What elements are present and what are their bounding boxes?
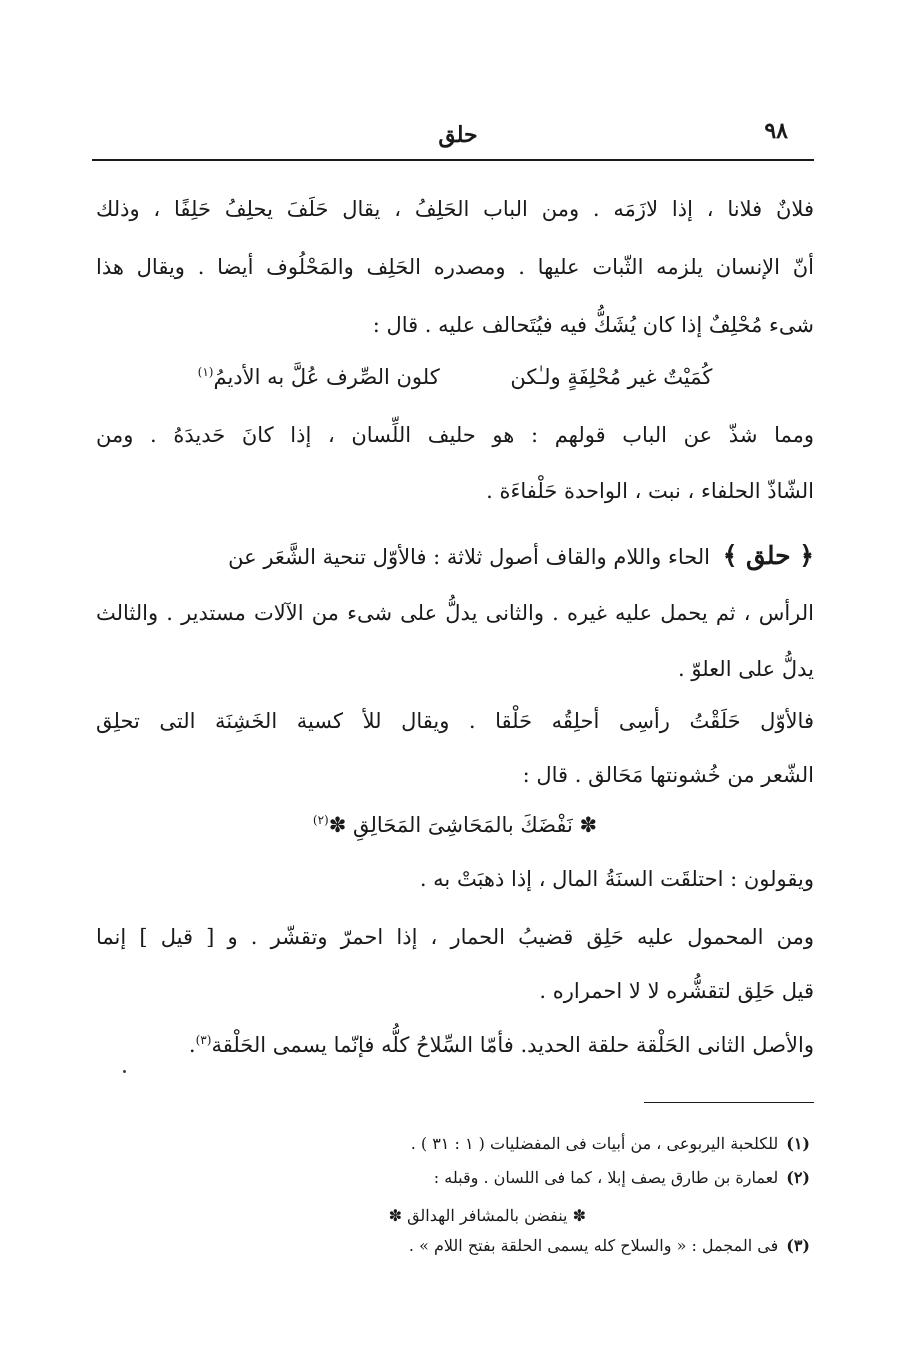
body-line: أنّ الإنسان يلزمه الثّبات عليها . ومصدره الحَلِف والمَحْلُوف أيضا . ويقال هذا [96,255,814,279]
footnote [434,1168,810,1189]
ink-speck [123,1070,126,1073]
body-line [96,1032,814,1059]
body-line: فالأوّل حَلَقْتُ رأسِى أحلِقُه حَلْقا . ويقال للأ كسية الخَشِنَة التى تحلِق [96,709,814,733]
footnote-text: ✽ ينفضن بالمشافر الهدالق ✽ [388,1206,586,1225]
header-rule [92,159,814,161]
last-line-end: . [188,1033,196,1057]
footnote [409,1236,810,1257]
footnote-verse [389,1206,586,1227]
running-title: حلق [438,122,478,148]
entry-line [96,540,814,573]
last-line-text: والأصل الثانى الحَلْقة حلقة الحديد. فأمّا السِّلاحُ كلُّه فإنّما يسمى الحَلْقة [211,1033,814,1057]
footnote-number: (٣) [786,1236,810,1255]
page-number: ٩٨ [764,118,788,144]
footnote-ref: (٣) [195,1033,212,1047]
footnote-ref: (١) [197,365,214,379]
verse-first-half: كُمَيْتٌ غير مُحْلِفَةٍ ولـٰكن [510,365,713,389]
footnote-text: للكلحبة اليربوعى ، من أبيات فى المفضليات ( ١ : ٣١ ) . [410,1134,779,1153]
footnote-number: (٢) [786,1168,810,1187]
entry-text: الحاء واللام والقاف أصول ثلاثة : فالأوّل تنحية الشَّعَر عن [228,545,711,569]
body-line: ومن المحمول عليه حَلِق قضيبُ الحمار ، إذا احمرّ وتقشّر . و [ قيل ] إنما [96,925,814,949]
body-line: فلانٌ فلانا ، إذا لازَمَه . ومن الباب الحَلِفُ ، يقال حَلَفَ يحلِفُ حَلِفًا ، وذلك [96,197,814,221]
half-verse-line [96,812,814,839]
verse-second-half [198,364,440,391]
footnote-text: لعمارة بن طارق يصف إبلا ، كما فى اللسان . وقبله : [433,1168,779,1187]
verse-second-half-text: كلون الصِّرف عُلَّ به الأديمُ [213,365,440,389]
body-line: الرأس ، ثم يحمل عليه غيره . والثانى يدلُّ على شىء من الآلات مستدير . والثالث [96,601,814,625]
body-line: شىء مُحْلِفٌ إذا كان يُشَكُّ فيه فيُتَحالف عليه . قال : [372,313,814,337]
body-line: ويقولون : احتلقَت السنَةُ المال ، إذا ذهبَتْ به . [419,867,814,891]
footnote-ref: (٢) [312,813,329,827]
footnote-text: فى المجمل : « والسلاح كله يسمى الحلقة بفتح اللام » . [408,1236,779,1255]
half-verse-text: ✽ نَفْضَكَ بالمَحَاشِىَ المَحَالِقِ ✽ [328,813,598,837]
verse-line [96,364,814,391]
body-line: الشّعر من خُشونتها مَحَالق . قال : [522,763,814,787]
footnote-rule [644,1102,814,1103]
body-line: يدلُّ على العلوّ . [678,657,814,681]
body-line: ومما شذّ عن الباب قولهم : هو حليف اللِّسان ، إذا كانَ حَديدَهُ . ومن [96,423,814,447]
footnote-number: (١) [786,1134,810,1153]
entry-headword: ﴿ حلق ﴾ [722,541,814,570]
footnote [411,1134,810,1155]
body-line: قيل حَلِق لتقشُّره لا لا احمراره . [539,979,814,1003]
body-line: الشّاذّ الحلفاء ، نبت ، الواحدة حَلْفاءَة . [486,479,814,503]
